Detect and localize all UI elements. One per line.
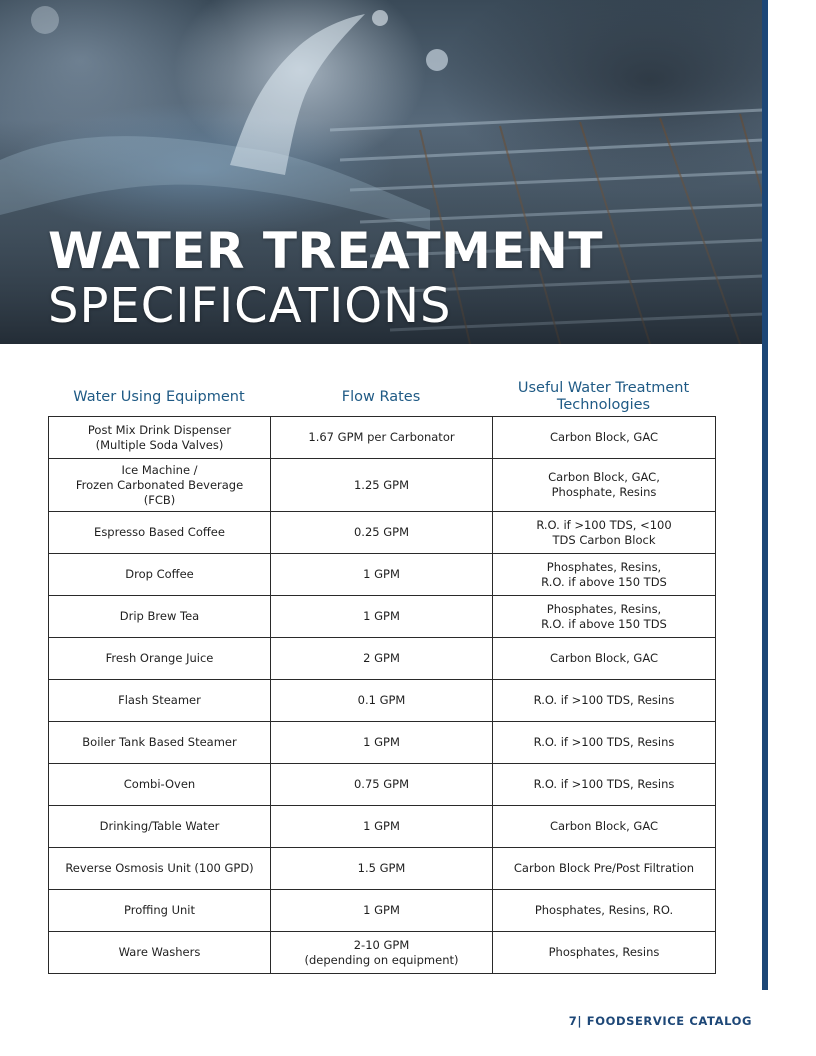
table-row [49,806,716,848]
table-row [49,890,716,932]
equipment-cell: Reverse Osmosis Unit (100 GPD) [49,848,271,890]
column-header-flow-rates: Flow Rates [341,389,421,405]
technology-cell: Carbon Block, GAC [493,638,716,680]
title-line-2: SPECIFICATIONS [48,278,452,334]
accent-side-bar [762,0,768,990]
equipment-cell: Fresh Orange Juice [49,638,271,680]
technology-cell: Phosphates, Resins, R.O. if above 150 TDS [493,554,716,596]
equipment-cell: Espresso Based Coffee [49,512,271,554]
flow-rate-cell: 0.25 GPM [271,512,493,554]
technology-cell: Phosphates, Resins, R.O. if above 150 TDS [493,596,716,638]
flow-rate-cell: 0.75 GPM [271,764,493,806]
table-row [49,512,716,554]
equipment-cell: Boiler Tank Based Steamer [49,722,271,764]
flow-rate-cell: 1.5 GPM [271,848,493,890]
table-row [49,680,716,722]
flow-rate-cell: 1 GPM [271,554,493,596]
technology-cell: Phosphates, Resins, RO. [493,890,716,932]
column-header-equipment: Water Using Equipment [73,389,245,405]
technology-cell: R.O. if >100 TDS, Resins [493,680,716,722]
equipment-cell: Ware Washers [49,932,271,974]
technology-cell: Phosphates, Resins [493,932,716,974]
flow-rate-cell: 0.1 GPM [271,680,493,722]
technology-cell: R.O. if >100 TDS, Resins [493,764,716,806]
hero-image [0,0,764,344]
technology-cell: Carbon Block, GAC [493,417,716,459]
equipment-cell: Ice Machine / Frozen Carbonated Beverage (FCB) [49,459,271,512]
flow-rate-cell: 1 GPM [271,596,493,638]
equipment-cell: Combi-Oven [49,764,271,806]
equipment-cell: Drip Brew Tea [49,596,271,638]
table-row [49,764,716,806]
technology-cell: Carbon Block, GAC [493,806,716,848]
table-row [49,932,716,974]
flow-rate-cell: 1 GPM [271,890,493,932]
table-row [49,417,716,459]
table-row [49,596,716,638]
page-footer: 7| FOODSERVICE CATALOG [568,1014,752,1028]
flow-rate-cell: 1.67 GPM per Carbonator [271,417,493,459]
table-row [49,722,716,764]
table-row [49,638,716,680]
specifications-table [48,416,716,974]
equipment-cell: Post Mix Drink Dispenser (Multiple Soda Valves) [49,417,271,459]
equipment-cell: Drinking/Table Water [49,806,271,848]
flow-rate-cell: 1 GPM [271,722,493,764]
table-row [49,848,716,890]
flow-rate-cell: 1.25 GPM [271,459,493,512]
flow-rate-cell: 2 GPM [271,638,493,680]
technology-cell: Carbon Block Pre/Post Filtration [493,848,716,890]
equipment-cell: Flash Steamer [49,680,271,722]
table-row [49,554,716,596]
technology-cell: R.O. if >100 TDS, <100 TDS Carbon Block [493,512,716,554]
table-row [49,459,716,512]
column-header-technologies: Useful Water Treatment Technologies [517,380,690,413]
technology-cell: R.O. if >100 TDS, Resins [493,722,716,764]
page-title [48,222,603,334]
table-header-row [48,378,715,416]
equipment-cell: Drop Coffee [49,554,271,596]
flow-rate-cell: 1 GPM [271,806,493,848]
flow-rate-cell: 2-10 GPM (depending on equipment) [271,932,493,974]
technology-cell: Carbon Block, GAC, Phosphate, Resins [493,459,716,512]
title-line-1: WATER TREATMENT [48,222,603,280]
equipment-cell: Proffing Unit [49,890,271,932]
